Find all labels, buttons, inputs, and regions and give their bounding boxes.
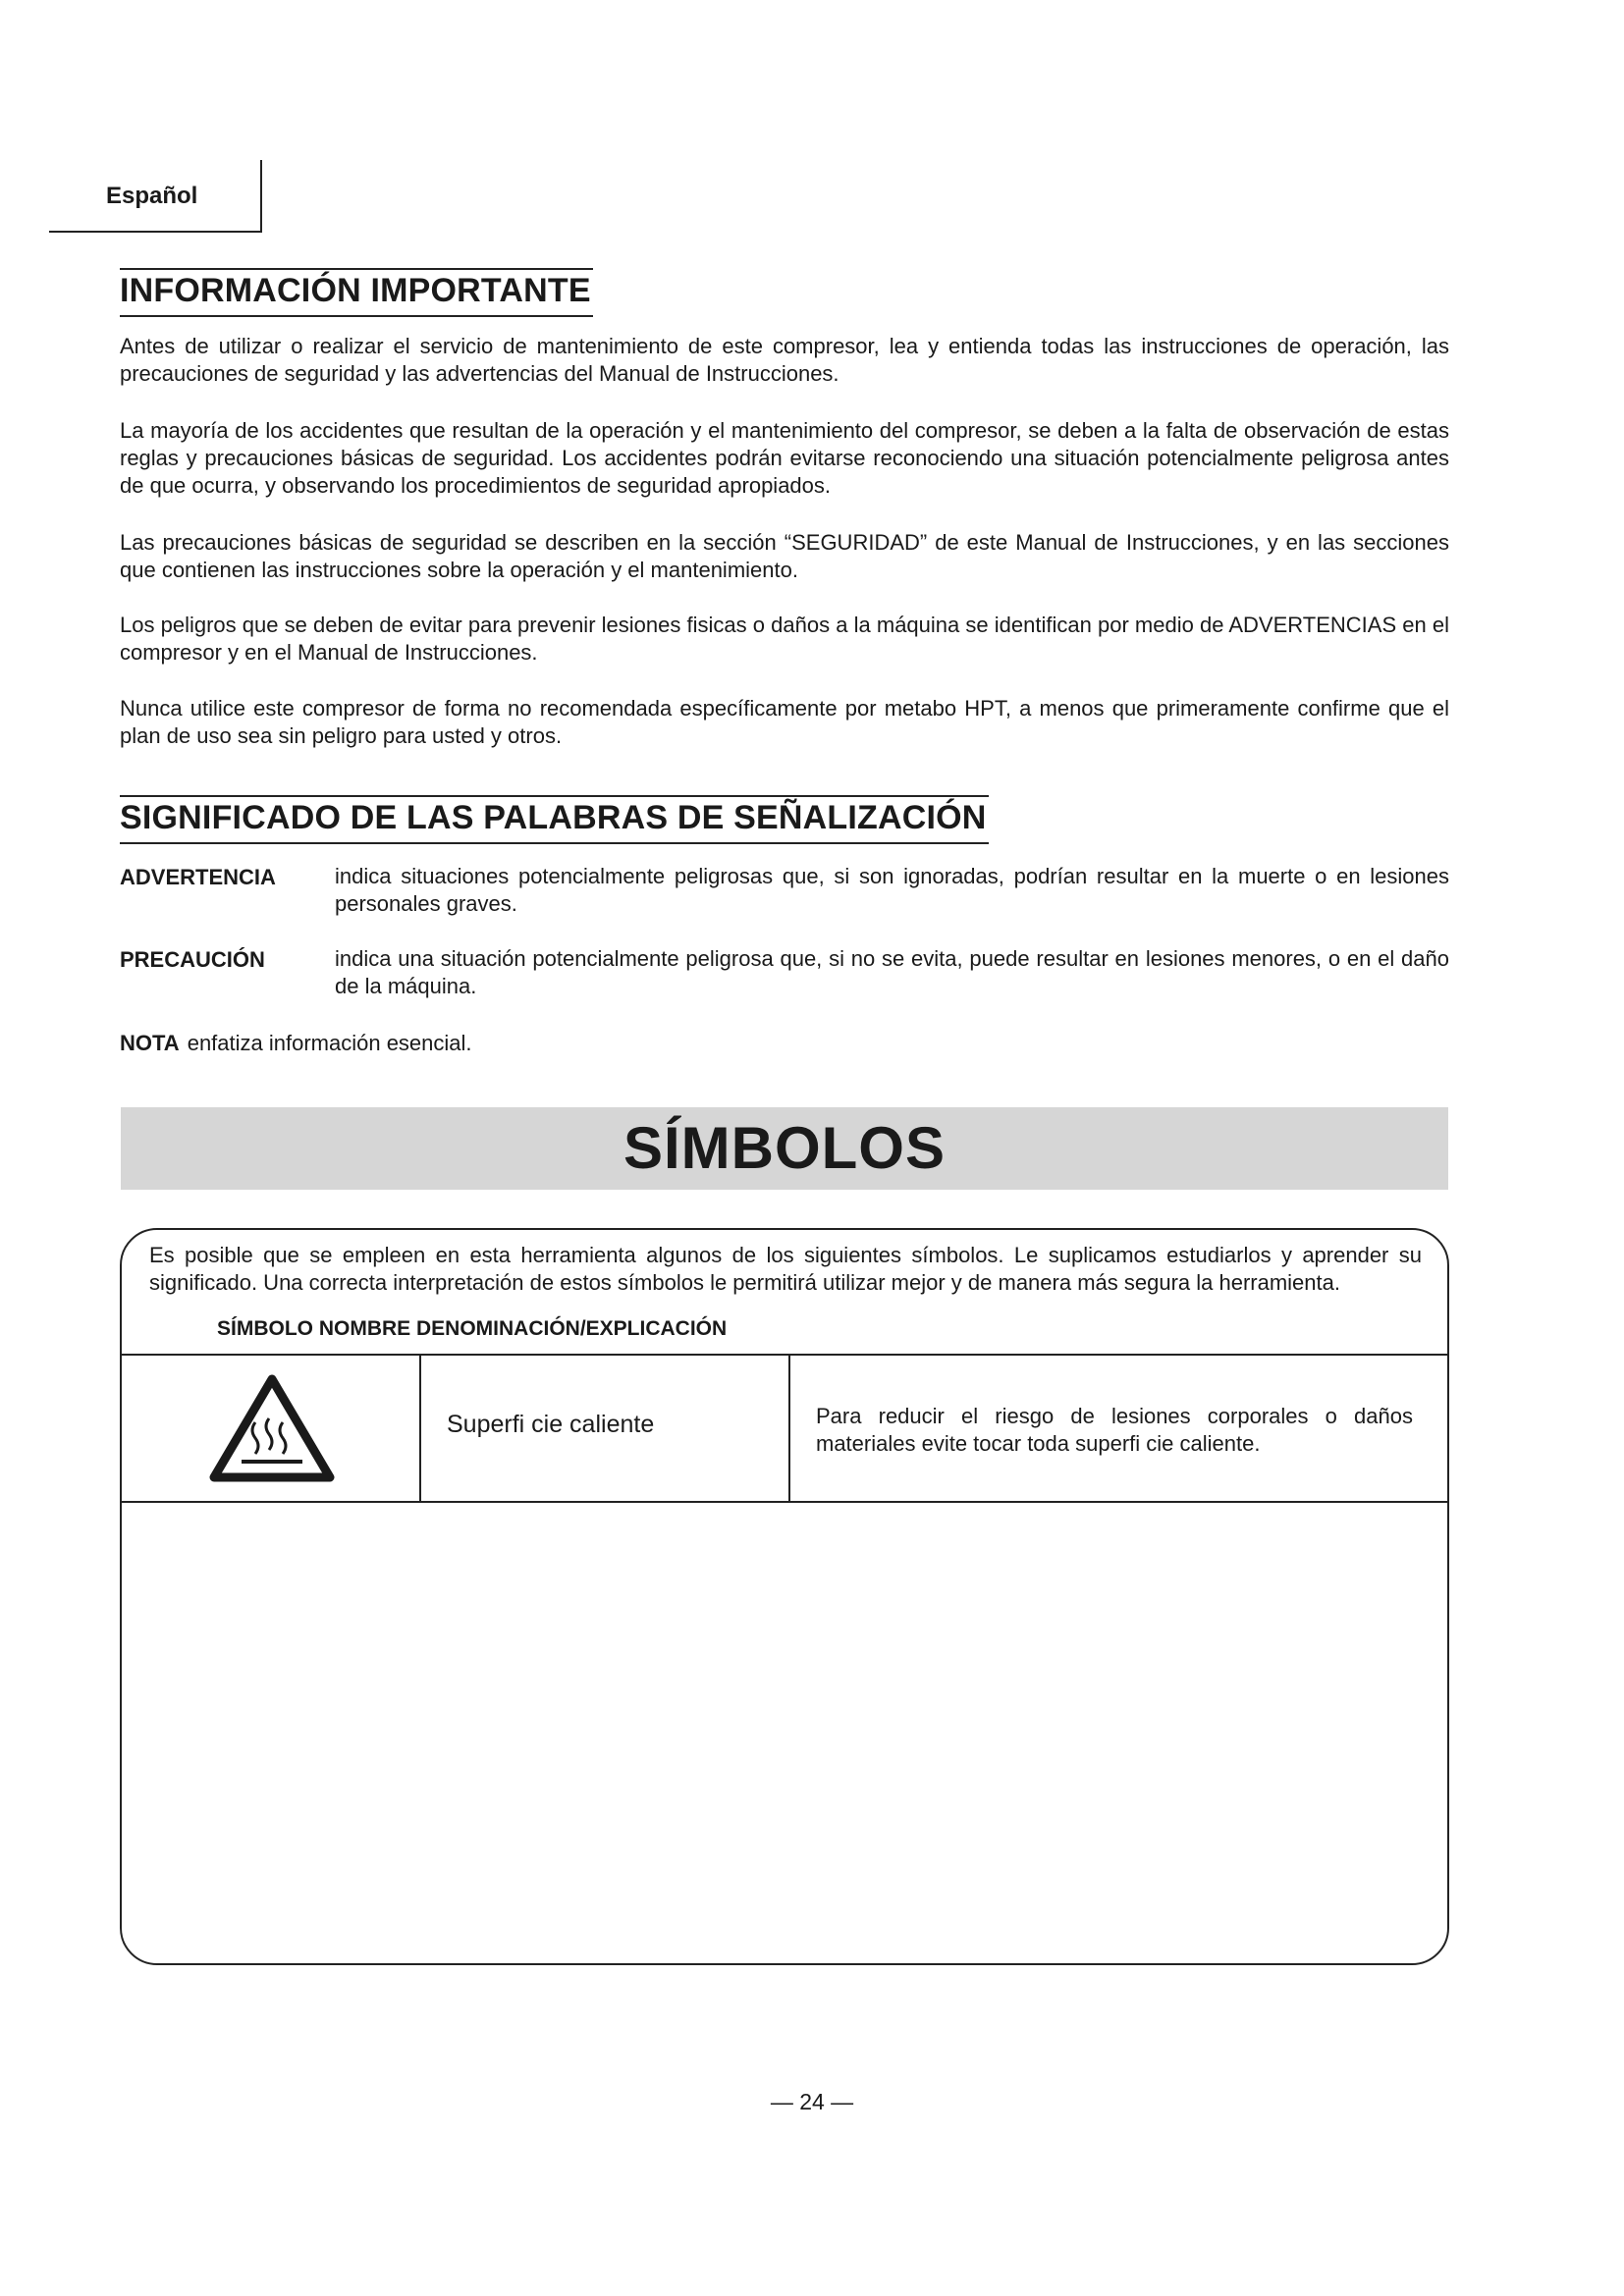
note-text: enfatiza información esencial.	[187, 1031, 472, 1055]
info-section-title: INFORMACIÓN IMPORTANTE	[120, 268, 593, 317]
info-paragraph-1: Antes de utilizar o realizar el servicio de mantenimiento de este compresor, lea y entienda todas las instrucciones de operación, las precauciones de seguridad y las advertencias del Manual de Instrucciones.	[120, 334, 1449, 386]
symbols-intro: Es posible que se empleen en esta herramienta algunos de los siguientes símbolos. Le suplicamos estudiarlos y aprender su significado. Una correcta interpretación de estos símbolos le permitirá utilizar mejor y de manera más segura la herramienta.	[149, 1243, 1422, 1295]
page-number: — 24 —	[770, 2089, 854, 2114]
definition-text-precaucion: indica una situación potencialmente peligrosa que, si no se evita, puede resultar en lesiones menores, o en el daño de la máquina.	[335, 946, 1449, 998]
symbol-name-cell	[421, 1356, 790, 1503]
note-term: NOTA	[120, 1031, 180, 1055]
language-tab	[49, 160, 262, 233]
info-paragraph-5: Nunca utilice este compresor de forma no recomendada específicamente por metabo HPT, a menos que primeramente confirme que el plan de uso sea sin peligro para usted y otros.	[120, 696, 1449, 748]
symbol-explanation-cell	[790, 1356, 1447, 1503]
info-paragraph-4: Los peligros que se deben de evitar para prevenir lesiones fisicas o daños a la máquina se identifican por medio de ADVERTENCIAS en el compresor y en el Manual de Instrucciones.	[120, 613, 1449, 665]
definition-term-advertencia: ADVERTENCIA	[120, 865, 276, 889]
symbols-banner-title: SÍMBOLOS	[623, 1115, 946, 1181]
symbol-name: Superfi cie caliente	[447, 1411, 655, 1438]
symbol-explanation: Para reducir el riesgo de lesiones corporales o daños materiales evite tocar toda superfi cie caliente.	[816, 1404, 1413, 1456]
symbols-box	[120, 1228, 1449, 1965]
symbols-banner	[121, 1107, 1448, 1190]
note-line	[120, 1031, 472, 1056]
hot-surface-warning-icon	[208, 1373, 336, 1483]
symbol-cell	[122, 1356, 421, 1503]
language-label: Español	[106, 183, 198, 209]
definition-text-advertencia: indica situaciones potencialmente peligrosas que, si son ignoradas, podrían resultar en la muerte o en lesiones personales graves.	[335, 864, 1449, 916]
info-paragraph-2: La mayoría de los accidentes que resultan de la operación y el mantenimiento del compresor, se deben a la falta de observación de estas reglas y precauciones básicas de seguridad. Los accidentes podrán evitarse reconociendo una situación potencialmente peligrosa antes de que ocurra, y observando los procedimientos de seguridad apropiados.	[120, 418, 1449, 498]
symbols-table-row	[122, 1354, 1447, 1503]
definition-term-precaucion: PRECAUCIÓN	[120, 947, 265, 972]
info-paragraph-3: Las precauciones básicas de seguridad se describen en la sección “SEGURIDAD” de este Manual de Instrucciones, y en las secciones que contienen las instrucciones sobre la operación y el mantenimiento.	[120, 530, 1449, 582]
symbols-table-header: SÍMBOLO NOMBRE DENOMINACIÓN/EXPLICACIÓN	[217, 1317, 728, 1340]
signals-section-title: SIGNIFICADO DE LAS PALABRAS DE SEÑALIZACIÓN	[120, 795, 989, 844]
